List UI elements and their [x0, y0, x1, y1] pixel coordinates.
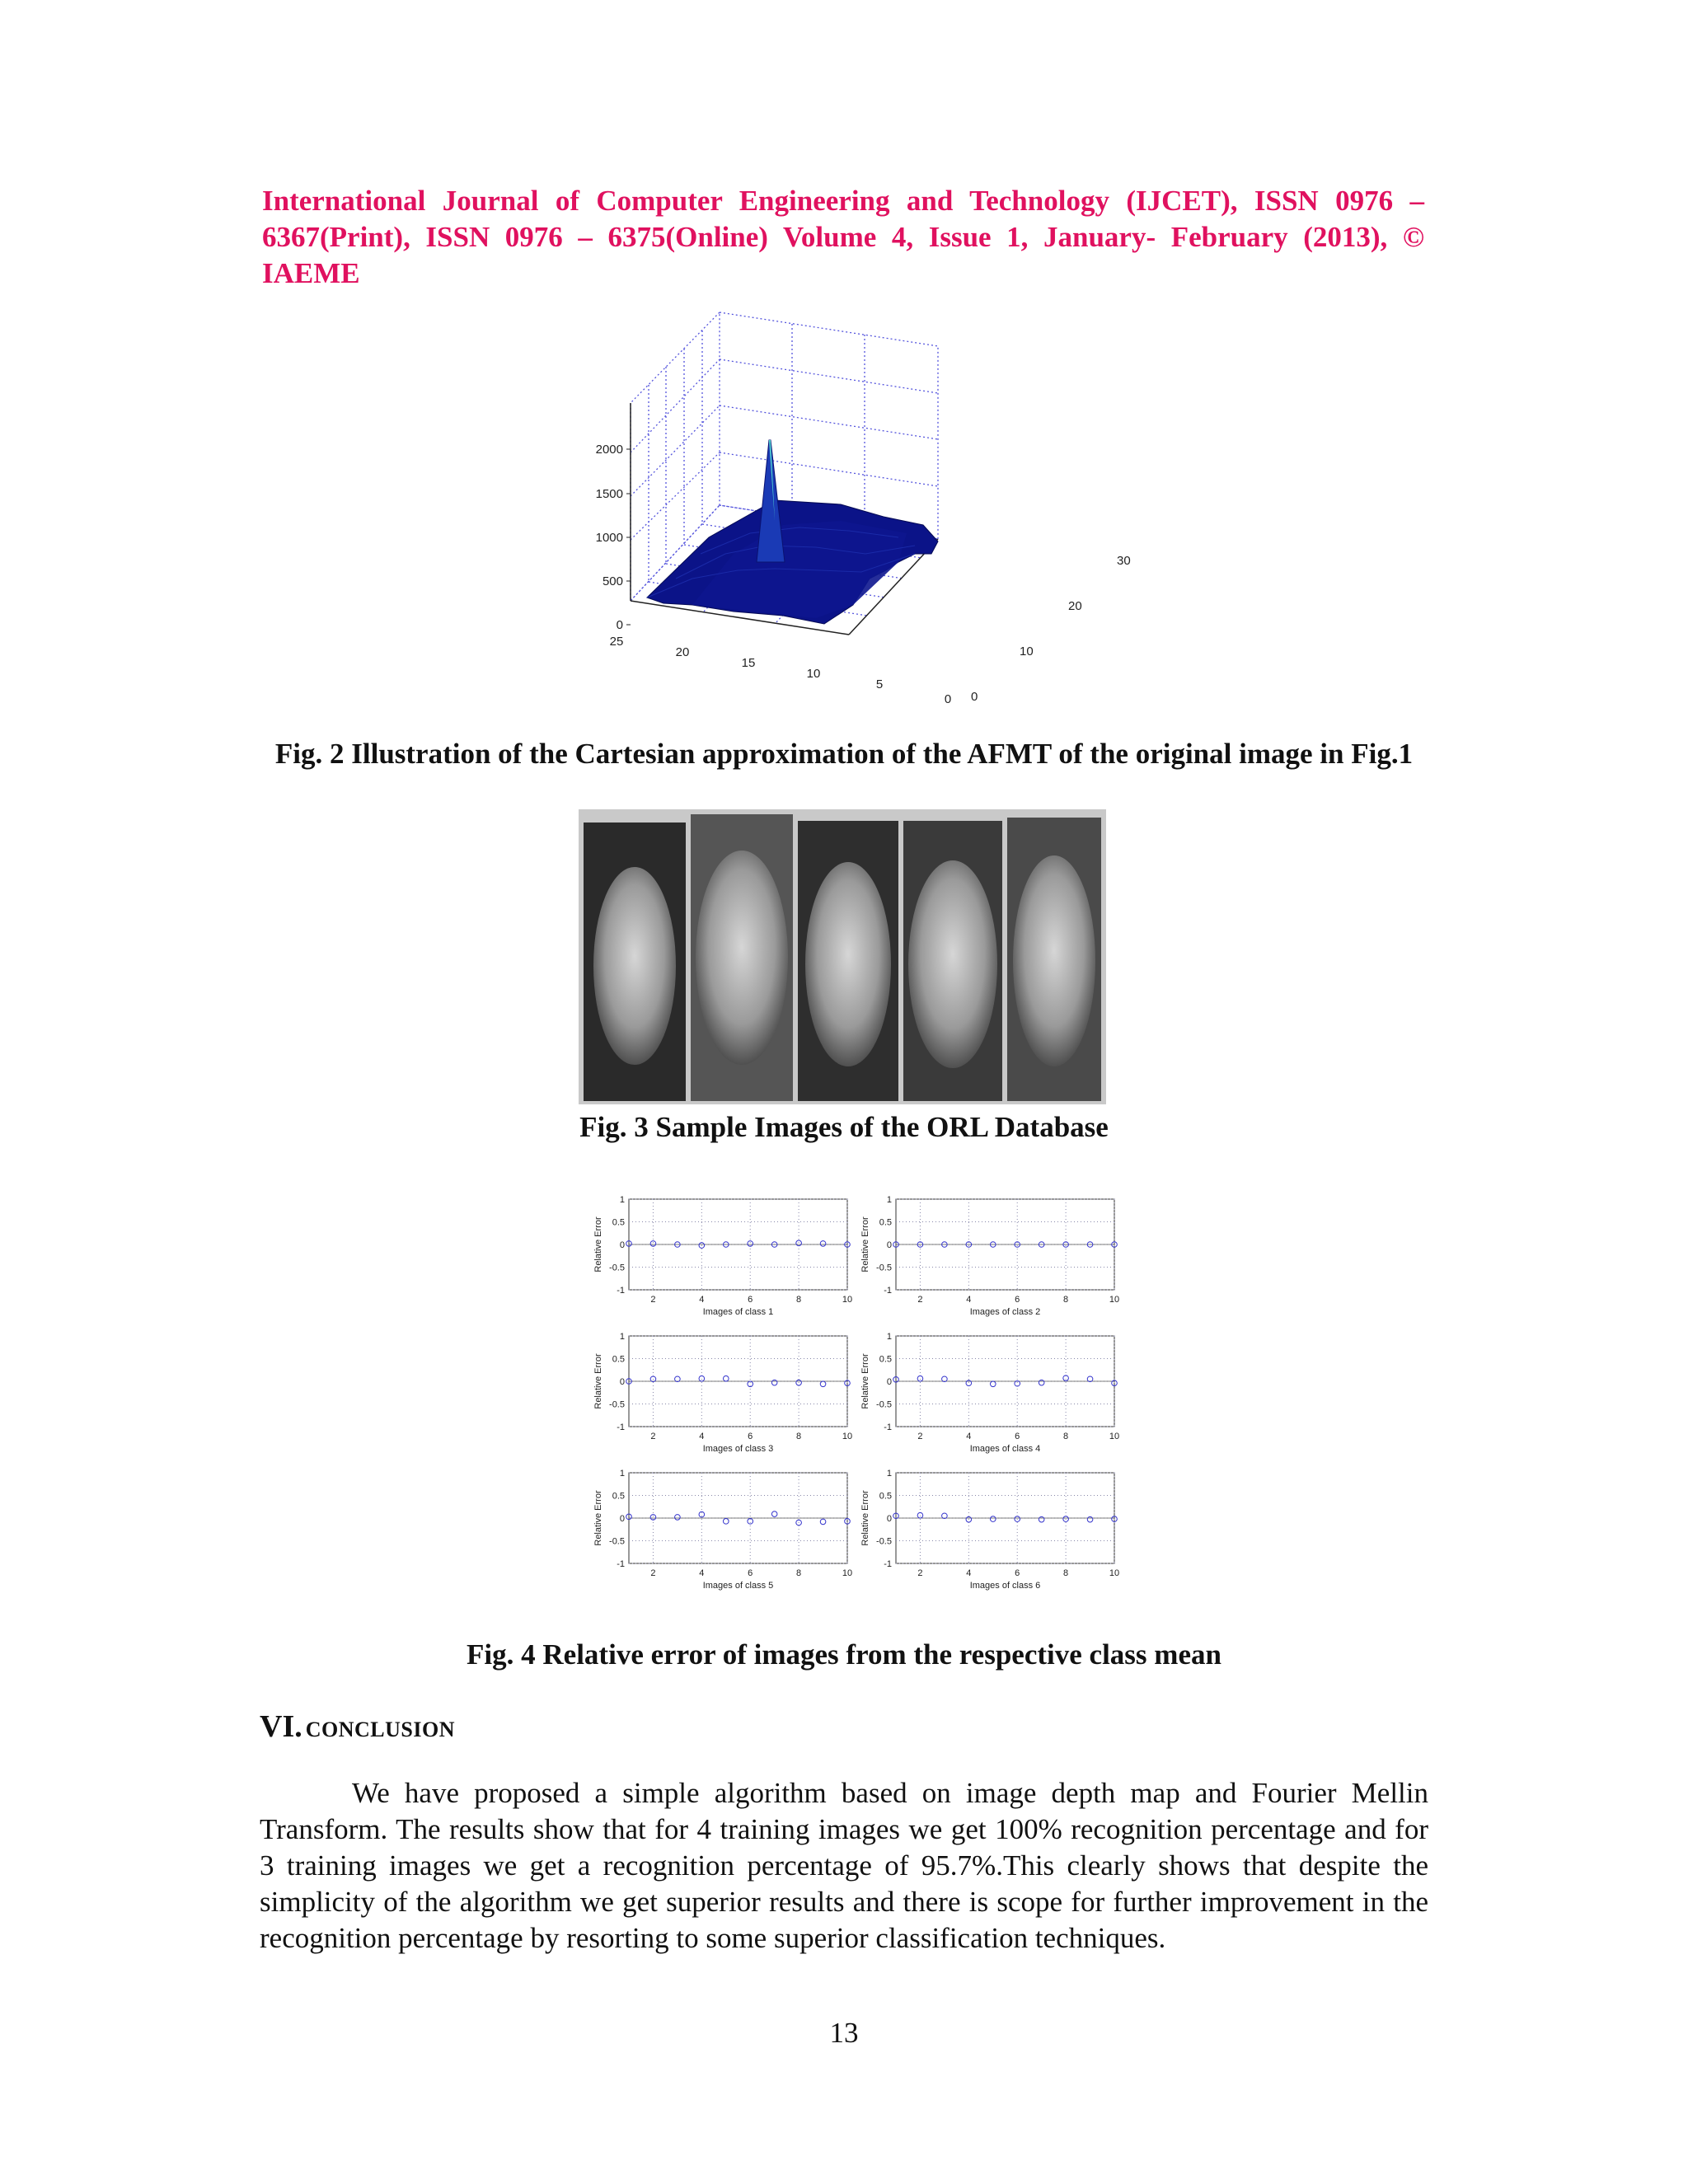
- x-axis-label: Images of class 3: [702, 1444, 774, 1454]
- x-tick-label: 10: [842, 1432, 853, 1441]
- x-axis-label: Images of class 4: [969, 1444, 1041, 1454]
- x-tick-label: 2: [917, 1295, 923, 1305]
- fig2-y-tick: 0: [971, 690, 978, 704]
- x-tick-label: 8: [796, 1295, 802, 1305]
- x-tick-label: 2: [650, 1295, 656, 1305]
- y-tick-label: -1: [884, 1286, 892, 1296]
- x-tick-label: 8: [796, 1568, 802, 1578]
- y-tick-label: -0.5: [609, 1536, 625, 1547]
- fig2-x-tick: 5: [875, 677, 884, 691]
- y-tick-label: -1: [884, 1422, 892, 1432]
- conclusion-text: We have proposed a simple algorithm based on image depth map and Fourier Mellin Transform. The results show that for 4 training images we get 100% recognition percentage and for 3 training images we get a recognition percentage of 95.7%.This clearly shows that despite the simplicity of the algorithm we get superior results and there is scope for further improvement in the recognition percentage by resorting to some superior classification techniques.: [260, 1777, 1428, 1954]
- fig4-subplot-3: [593, 1332, 852, 1454]
- y-tick-label: 0.5: [612, 1354, 625, 1365]
- fig4-subplot-5: [593, 1469, 852, 1591]
- x-tick-label: 4: [699, 1568, 705, 1578]
- face-image-1: [584, 823, 686, 1101]
- section-number: VI.: [260, 1709, 302, 1744]
- fig2-z-tick: 2000: [595, 443, 623, 457]
- y-tick-label: 1: [619, 1332, 625, 1342]
- face-image-2: [691, 814, 793, 1101]
- x-tick-label: 8: [1063, 1295, 1069, 1305]
- fig2-x-tick: 10: [806, 667, 821, 681]
- x-tick-label: 6: [748, 1568, 753, 1578]
- journal-header-line-1: International Journal of Computer Engineering and Technology (IJCET), ISSN 0976 –: [262, 185, 1424, 217]
- x-tick-label: 4: [966, 1295, 972, 1305]
- y-tick-label: 0: [886, 1514, 892, 1524]
- y-axis-label: Relative Error: [860, 1353, 870, 1409]
- fig2-z-tick: 1500: [595, 487, 623, 501]
- y-tick-label: -0.5: [876, 1536, 892, 1547]
- fig4-relative-error-plots: [589, 1195, 1121, 1615]
- x-tick-label: 6: [1015, 1568, 1020, 1578]
- y-axis-label: Relative Error: [860, 1490, 870, 1546]
- fig4-caption: Fig. 4 Relative error of images from the respective class mean: [467, 1638, 1221, 1671]
- face-image-5: [1007, 818, 1101, 1101]
- x-tick-label: 10: [1109, 1568, 1120, 1578]
- fig2-z-tick: 0: [616, 618, 623, 632]
- fig2-x-tick-labels: [610, 635, 952, 706]
- fig2-x-tick: 15: [741, 656, 756, 670]
- y-tick-label: -0.5: [876, 1263, 892, 1273]
- y-tick-label: -1: [617, 1559, 625, 1569]
- x-tick-label: 8: [1063, 1432, 1069, 1441]
- section-title: CONCLUSION: [305, 1718, 455, 1741]
- x-axis-label: Images of class 2: [969, 1307, 1041, 1317]
- y-axis-label: Relative Error: [593, 1490, 603, 1546]
- x-tick-label: 10: [1109, 1295, 1120, 1305]
- fig2-x-tick: 0: [944, 692, 952, 706]
- x-axis-label: Images of class 5: [702, 1581, 774, 1591]
- journal-header-line-2: 6367(Print), ISSN 0976 – 6375(Online) Volume 4, Issue 1, January- February (2013), © IAEME: [262, 221, 1424, 289]
- fig2-y-tick: 20: [1068, 599, 1082, 613]
- x-axis-label: Images of class 6: [969, 1581, 1041, 1591]
- x-tick-label: 6: [748, 1295, 753, 1305]
- x-tick-label: 10: [842, 1295, 853, 1305]
- fig4-subplot-4: [860, 1332, 1119, 1454]
- x-tick-label: 10: [1109, 1432, 1120, 1441]
- y-tick-label: 0: [886, 1377, 892, 1387]
- fig2-x-tick: 20: [675, 645, 690, 659]
- fig3-face-images: [579, 809, 1106, 1104]
- section-heading: [260, 1708, 455, 1745]
- x-tick-label: 6: [1015, 1295, 1020, 1305]
- y-tick-label: -0.5: [609, 1399, 625, 1410]
- x-tick-label: 2: [917, 1568, 923, 1578]
- fig2-surface: [647, 440, 938, 624]
- fig3-caption: Fig. 3 Sample Images of the ORL Database: [579, 1111, 1109, 1143]
- fig4-subplot-2: [860, 1195, 1119, 1317]
- y-tick-label: 0: [619, 1514, 625, 1524]
- y-tick-label: -0.5: [609, 1263, 625, 1273]
- y-tick-label: 1: [619, 1469, 625, 1479]
- x-tick-label: 10: [842, 1568, 853, 1578]
- x-axis-label: Images of class 1: [702, 1307, 774, 1317]
- x-tick-label: 2: [917, 1432, 923, 1441]
- y-tick-label: 0: [886, 1240, 892, 1250]
- y-tick-label: 1: [886, 1469, 892, 1479]
- fig2-z-tick: 500: [602, 574, 623, 588]
- y-tick-label: 1: [886, 1332, 892, 1342]
- x-tick-label: 4: [699, 1295, 705, 1305]
- x-tick-label: 4: [966, 1432, 972, 1441]
- x-tick-label: 4: [699, 1432, 705, 1441]
- fig2-y-tick: 10: [1020, 644, 1034, 658]
- y-tick-label: 1: [886, 1195, 892, 1205]
- y-tick-label: 0.5: [879, 1354, 892, 1365]
- fig2-y-tick: 30: [1117, 554, 1131, 568]
- y-axis-label: Relative Error: [860, 1216, 870, 1272]
- y-tick-label: -1: [617, 1422, 625, 1432]
- face-image-4: [903, 821, 1002, 1101]
- fig4-subplot-1: [593, 1195, 852, 1317]
- journal-header: [262, 183, 1424, 292]
- y-tick-label: -1: [617, 1286, 625, 1296]
- y-tick-label: 0: [619, 1377, 625, 1387]
- x-tick-label: 6: [748, 1432, 753, 1441]
- x-tick-label: 8: [796, 1432, 802, 1441]
- fig2-caption: Fig. 2 Illustration of the Cartesian approximation of the AFMT of the original image in Fig.1: [274, 738, 1414, 770]
- fig2-y-tick-labels: [971, 554, 1131, 704]
- fig2-x-tick: 25: [609, 635, 624, 649]
- conclusion-paragraph: [260, 1775, 1428, 1957]
- y-tick-label: 0.5: [612, 1217, 625, 1228]
- y-tick-label: 0.5: [879, 1217, 892, 1228]
- face-image-3: [798, 821, 898, 1101]
- x-tick-label: 4: [966, 1568, 972, 1578]
- fig2-z-tick: 1000: [595, 531, 623, 545]
- fig4-subplot-6: [860, 1469, 1119, 1591]
- x-tick-label: 2: [650, 1568, 656, 1578]
- x-tick-label: 6: [1015, 1432, 1020, 1441]
- y-tick-label: 0: [619, 1240, 625, 1250]
- fig2-z-tick-labels: [596, 443, 631, 632]
- y-tick-label: 0.5: [612, 1491, 625, 1502]
- fig2-surface-plot: [569, 307, 1131, 719]
- y-tick-label: 0.5: [879, 1491, 892, 1502]
- page-number: 13: [829, 2017, 859, 2049]
- y-axis-label: Relative Error: [593, 1216, 603, 1272]
- x-tick-label: 2: [650, 1432, 656, 1441]
- x-tick-label: 8: [1063, 1568, 1069, 1578]
- y-tick-label: -1: [884, 1559, 892, 1569]
- y-tick-label: 1: [619, 1195, 625, 1205]
- y-tick-label: -0.5: [876, 1399, 892, 1410]
- y-axis-label: Relative Error: [593, 1353, 603, 1409]
